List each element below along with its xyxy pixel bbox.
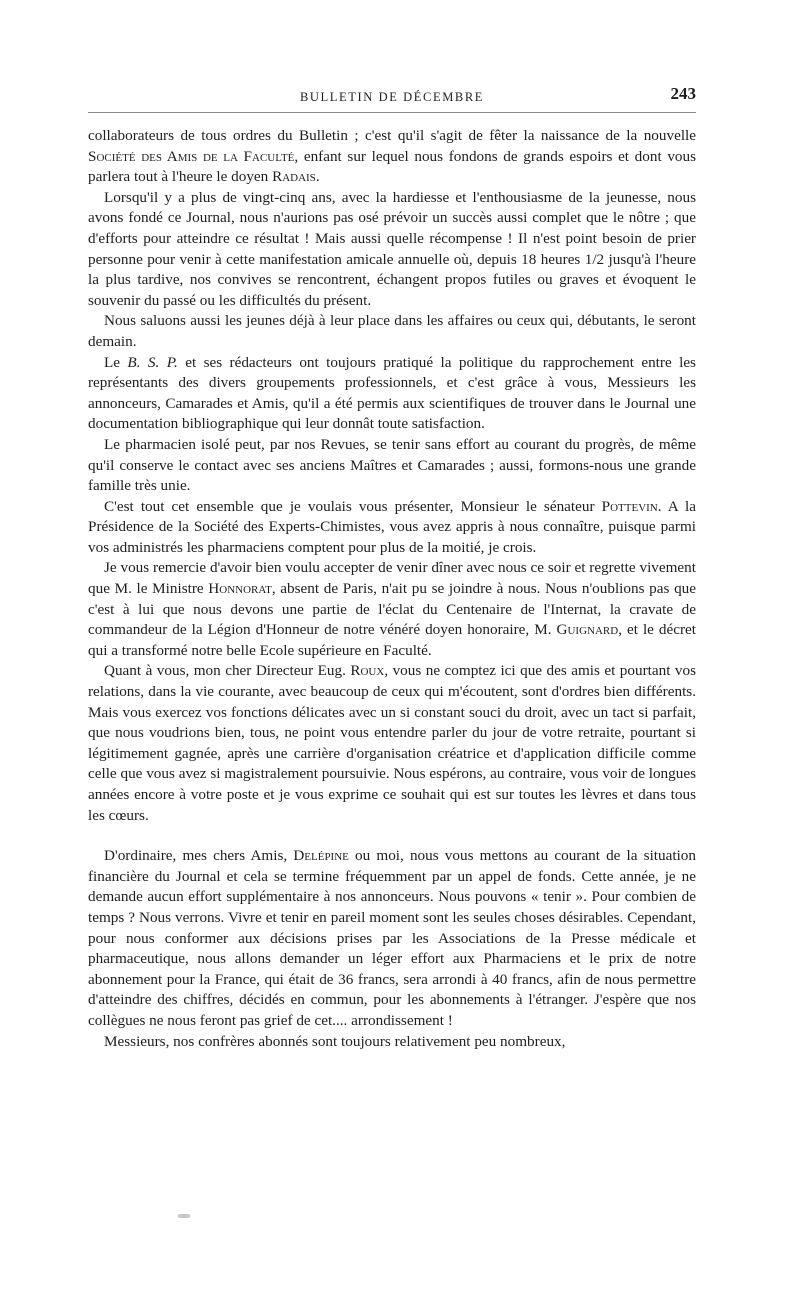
paragraph [88, 126, 696, 188]
text-run: , et le décret qui a transformé notre belle Ecole supérieure en Faculté. [88, 621, 697, 659]
running-title: BULLETIN DE DÉCEMBRE [299, 90, 485, 104]
text-run: collaborateurs de tous ordres du Bulletin ; c'est qu'il s'agit de fêter la naissance de la nouvelle [88, 127, 696, 144]
ink-smudge [178, 1214, 190, 1218]
text-run: Quant à vous, mon cher Directeur Eug. [104, 662, 351, 680]
paragraph [88, 661, 696, 826]
text-run: . [315, 168, 320, 186]
italic-text: B. S. P. [127, 353, 178, 371]
text-run: Lorsqu'il y a plus de vingt-cinq ans, avec la hardiesse et l'enthousiasme de la jeunesse, nous avons fondé ce Journal, nous n'aurions pas osé prévoir un succès aussi complet que le nôtre ; que d'efforts pour atteindre ce résultat ! Mais aussi quelle récompense ! Il n'est point besoin de prier personne pour venir à cette manifestation amicale annuelle où, depuis 18 heures 1/2 jusqu'à l'heure la plus tardive, nos convives se rencontrent, échangent propos futiles ou graves et évoquent le souvenir du passé ou les difficultés du présent. [88, 188, 696, 309]
paragraph [88, 435, 696, 497]
page-number: 243 [670, 84, 696, 103]
body-text [88, 126, 696, 1052]
text-run: D'ordinaire, mes chers Amis, [104, 847, 294, 865]
text-run: , vous ne comptez ici que des amis et pourtant vos relations, dans la vie courante, avec beaucoup de ceux qui m'écoutent, sont d'ordres bien différents. Mais vous exercez vos fonctions délicates avec un si constant souci du droit, avec un tact si parfait, que nous voudrions bien, tous, ne point vous entendre parler du jour de votre retraite, pourtant si légitimement gagnée, après une carrière d'organisation créatrice et d'application difficile comme celle que vous avez si magistralement poursuivie. Nous espérons, au contraire, vous voir de longues années encore à votre poste et je vous exprime ce souhait qui est sur toutes les lèvres et dans tous les cœurs. [88, 662, 696, 824]
paragraph [88, 311, 696, 352]
small-caps-name: Radais [272, 168, 316, 186]
text-run: Je vous remercie d'avoir bien voulu accepter de venir dîner avec nous ce soir et regrette vivement que M. le Ministre [88, 559, 696, 598]
text-run: , absent de Paris, n'ait pu se joindre à nous. Nous n'oublions pas que c'est à lui que nous devons une partie de l'éclat du Centenaire de l'Internat, la cravate de commandeur de la Légion d'Honneur de notre vénéré doyen honoraire, M. [88, 580, 696, 639]
text-run: Nous saluons aussi les jeunes déjà à leur place dans les affaires ou ceux qui, débutants, le seront demain. [88, 312, 696, 350]
text-run: Le [104, 353, 128, 371]
paragraph [88, 497, 696, 559]
text-run: C'est tout cet ensemble que je voulais vous présenter, Monsieur le sénateur [104, 497, 602, 515]
text-run: ou moi, nous vous mettons au courant de la situation financière du Journal et cela se termine fréquemment par un appel de fonds. Cette année, je ne demande aucun effort supplémentaire à nos annonceurs. Nous pouvons « tenir ». Pour combien de temps ? Nous verrons. Vivre et tenir en pareil moment sont les seules choses désirables. Cependant, pour nous conformer aux décisions prises par les Associations de la Presse médicale et pharmaceutique, nous allons demander un léger effort aux Pharmaciens et le prix de notre abonnement pour la France, qui était de 36 francs, sera arrondi à 40 francs, afin de nous permettre d'atteindre des chiffres, décidés en commun, pour les abonnements à l'étranger. J'espère que nos collègues ne nous feront pas grief de cet.... arrondissement ! [88, 847, 696, 1029]
small-caps-name: Société des Amis de la Faculté [88, 147, 295, 165]
section-gap [88, 826, 696, 846]
text-run: Messieurs, nos confrères abonnés sont toujours relativement peu nombreux, [104, 1032, 566, 1050]
paragraph [88, 188, 696, 312]
header-rule [88, 112, 696, 113]
page-header [88, 84, 696, 112]
text-run: et ses rédacteurs ont toujours pratiqué la politique du rapprochement entre les représentants des divers groupements professionnels, et c'est grâce à vous, Messieurs les annonceurs, Camarades et Amis, qu'il a été permis aux scientifiques de trouver dans le Journal une documentation bibliographique qui leur donnât toute satisfaction. [88, 353, 696, 433]
paragraph [88, 846, 696, 1031]
small-caps-name: Delépine [293, 847, 349, 865]
small-caps-name: Guignard [556, 621, 619, 639]
small-caps-name: Roux [350, 662, 385, 680]
paragraph [88, 353, 696, 435]
text-run: Le pharmacien isolé peut, par nos Revues, se tenir sans effort au courant du progrès, de même qu'il conserve le contact avec ses anciens Maîtres et Camarades ; aussi, formons-nous une grande famille très unie. [88, 435, 696, 495]
paragraph [88, 1032, 696, 1053]
text-run: . A la Présidence de la Société des Experts-Chimistes, vous avez appris à nous connaître, puisque parmi vos administrés les pharmaciens comptent pour plus de la moitié, je crois. [88, 497, 696, 556]
small-caps-name: Honnorat [208, 580, 272, 598]
paragraph [88, 558, 696, 661]
text-run: , enfant sur lequel nous fondons de grands espoirs et dont vous parlera tout à l'heure le doyen [88, 147, 697, 186]
small-caps-name: Pottevin [601, 497, 658, 515]
